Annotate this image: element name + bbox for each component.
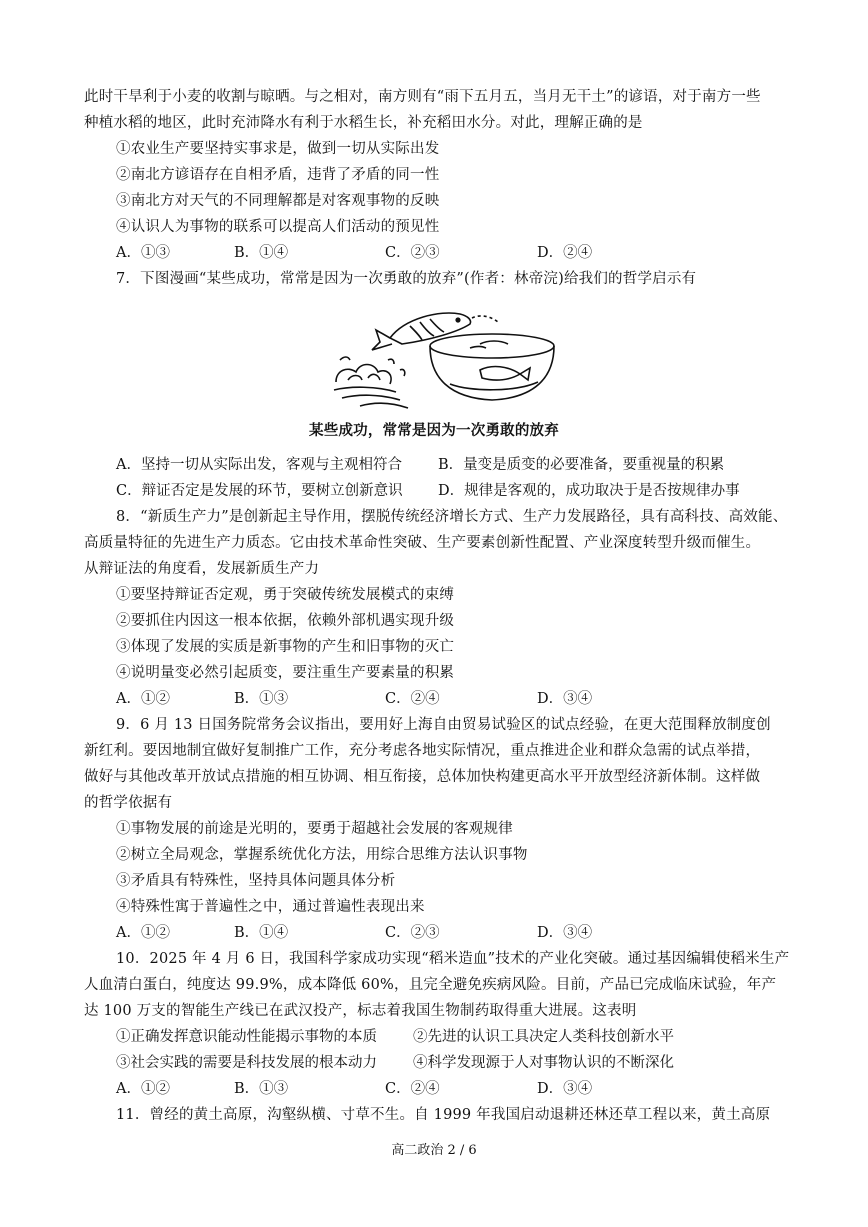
q10-statement-1: ①正确发挥意识能动性能揭示事物的本质 xyxy=(116,1029,377,1045)
q7-stem: 7．下图漫画“某些成功，常常是因为一次勇敢的放弃”(作者：林帝浣)给我们的哲学启示有 xyxy=(116,271,697,287)
q6-continuation-line-2: 种植水稻的地区，此时充沛降水有利于水稻生长，补充稻田水分。对此，理解正确的是 xyxy=(84,115,643,131)
q8-option-c: C．②④ xyxy=(385,691,440,707)
q8-statement-2: ②要抓住内因这一根本依据，依赖外部机遇实现升级 xyxy=(116,613,455,629)
q8-stem-line-1: 8．“新质生产力”是创新起主导作用，摆脱传统经济增长方式、生产力发展路径，具有高科技、高效能、 xyxy=(116,509,788,525)
q9-stem-line-2: 新红利。要因地制宜做好复制推广工作，充分考虑各地实际情况，重点推进企业和群众急需的试点举措， xyxy=(84,743,761,759)
q6-option-c: C．②③ xyxy=(385,245,440,261)
q8-statement-3: ③体现了发展的实质是新事物的产生和旧事物的灭亡 xyxy=(116,639,455,655)
q9-statement-3: ③矛盾具有特殊性，坚持具体问题具体分析 xyxy=(116,873,396,889)
q6-option-b: B．①④ xyxy=(234,245,289,261)
q8-option-a: A．①② xyxy=(116,691,170,707)
q8-statement-1: ①要坚持辩证否定观，勇于突破传统发展模式的束缚 xyxy=(116,587,455,603)
q10-stem-line-1: 10．2025 年 4 月 6 日，我国科学家成功实现“稻米造血”技术的产业化突破。通过基因编辑使稻米生产 xyxy=(116,951,790,967)
q8-option-b: B．①③ xyxy=(234,691,289,707)
q9-stem-line-4: 的哲学依据有 xyxy=(84,795,173,811)
q10-option-a: A．①② xyxy=(116,1081,170,1097)
q10-stem-line-3: 达 100 万支的智能生产线已在武汉投产，标志着我国生物制药取得重大进展。这表明 xyxy=(84,1003,637,1019)
water-splash-drawing xyxy=(334,357,408,408)
q8-stem-line-2: 高质量特征的先进生产力质态。它由技术革命性突破、生产要素创新性配置、产业深度转型升级而催生。 xyxy=(84,535,761,551)
q6-statement-4: ④认识人为事物的联系可以提高人们活动的预见性 xyxy=(116,219,440,235)
q6-statement-1: ①农业生产要坚持实事求是，做到一切从实际出发 xyxy=(116,141,440,157)
jumping-fish-drawing xyxy=(372,313,498,350)
q10-statement-4: ④科学发现源于人对事物认识的不断深化 xyxy=(413,1055,674,1071)
q10-statement-3: ③社会实践的需要是科技发展的根本动力 xyxy=(116,1055,377,1071)
q9-statement-1: ①事物发展的前途是光明的，要勇于超越社会发展的客观规律 xyxy=(116,821,513,837)
page-footer: 高二政治 2 / 6 xyxy=(391,1143,477,1158)
cartoon-fish-bowl-illustration xyxy=(330,300,560,415)
q6-statement-3: ③南北方对天气的不同理解都是对客观事物的反映 xyxy=(116,193,440,209)
q11-stem-line-1: 11．曾经的黄土高原，沟壑纵横、寸草不生。自 1999 年我国启动退耕还林还草工程以来，黄土高原 xyxy=(116,1107,771,1123)
q7-option-b: B．量变是质变的必要准备，要重视量的积累 xyxy=(438,457,725,473)
q9-stem-line-1: 9．6 月 13 日国务院常务会议指出，要用好上海自由贸易试验区的试点经验，在更大范围释放制度创 xyxy=(116,717,771,733)
q8-option-d: D．③④ xyxy=(537,691,593,707)
q10-option-b: B．①③ xyxy=(234,1081,289,1097)
q9-statement-2: ②树立全局观念，掌握系统优化方法，用综合思维方法认识事物 xyxy=(116,847,528,863)
q7-option-d: D．规律是客观的，成功取决于是否按规律办事 xyxy=(438,483,740,499)
q10-option-d: D．③④ xyxy=(537,1081,593,1097)
q9-option-b: B．①④ xyxy=(234,925,289,941)
q7-option-a: A．坚持一切从实际出发，客观与主观相符合 xyxy=(116,457,402,473)
q6-option-a: A．①③ xyxy=(116,245,170,261)
q10-option-c: C．②④ xyxy=(385,1081,440,1097)
q9-statement-4: ④特殊性寓于普遍性之中，通过普遍性表现出来 xyxy=(116,899,425,915)
q9-option-c: C．②③ xyxy=(385,925,440,941)
q6-option-d: D．②④ xyxy=(537,245,593,261)
q9-option-a: A．①② xyxy=(116,925,170,941)
q6-statement-2: ②南北方谚语存在自相矛盾，违背了矛盾的同一性 xyxy=(116,167,440,183)
q9-option-d: D．③④ xyxy=(537,925,593,941)
q9-stem-line-3: 做好与其他改革开放试点措施的相互协调、相互衔接，总体加快构建更高水平开放型经济新体制。这样做 xyxy=(84,769,761,785)
q6-continuation-line-1: 此时干旱利于小麦的收割与晾晒。与之相对，南方则有“雨下五月五，当月无干土”的谚语，对于南方一些 xyxy=(84,89,761,105)
q10-stem-line-2: 人血清白蛋白，纯度达 99.9%，成本降低 60%，且完全避免疾病风险。目前，产品已完成临床试验，年产 xyxy=(84,977,777,993)
q8-stem-line-3: 从辩证法的角度看，发展新质生产力 xyxy=(84,561,320,577)
cartoon-caption: 某些成功，常常是因为一次勇敢的放弃 xyxy=(309,422,559,439)
water-bowl-drawing xyxy=(430,334,554,400)
q8-statement-4: ④说明量变必然引起质变，要注重生产要素量的积累 xyxy=(116,665,455,681)
q10-statement-2: ②先进的认识工具决定人类科技创新水平 xyxy=(413,1029,674,1045)
q7-option-c: C．辩证否定是发展的环节，要树立创新意识 xyxy=(116,483,403,499)
